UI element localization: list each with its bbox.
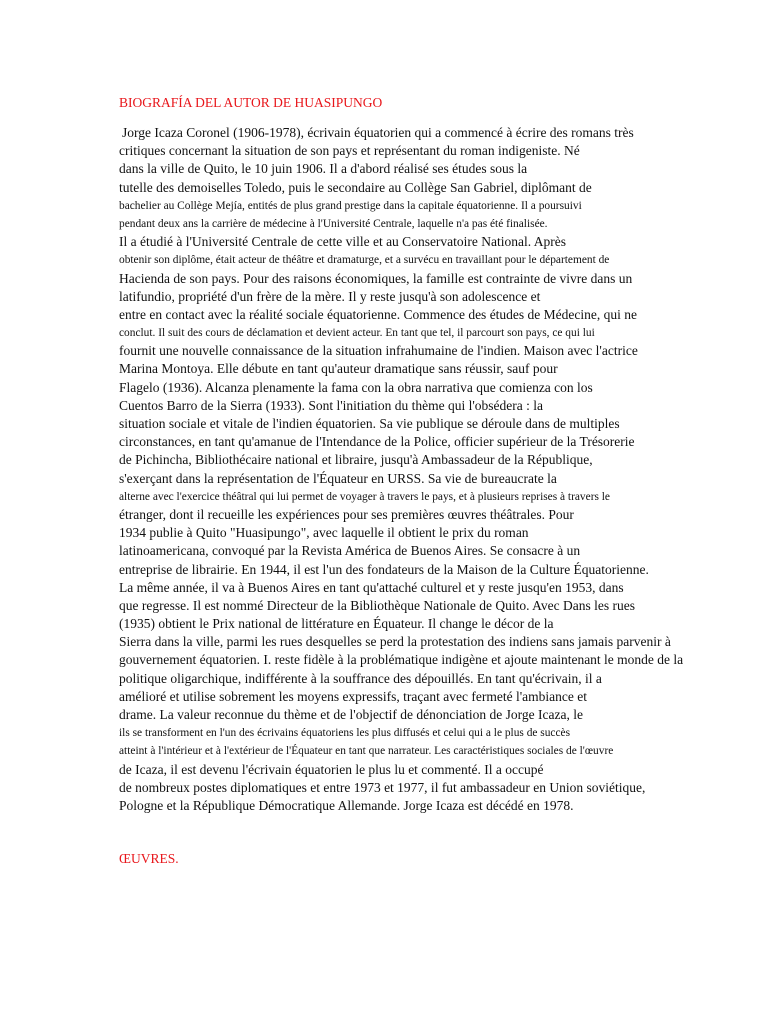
text-line: Cuentos Barro de la Sierra (1933). Sont l'initiation du thème qui l'obsédera : la (119, 397, 544, 413)
text-line: Pologne et la République Démocratique Allemande. Jorge Icaza est décédé en 1978. (119, 797, 574, 813)
text-line: circonstances, en tant qu'amanue de l'Intendance de la Police, officier supérieur de la Trésorerie (119, 434, 635, 450)
text-line: bachelier au Collège Mejía, entités de plus grand prestige dans la capitale équatorienne. Il a poursuivi (119, 199, 582, 212)
text-line: conclut. Il suit des cours de déclamation et devient acteur. En tant que tel, il parcourt son pays, ce qui lui (119, 327, 595, 340)
text-line: La même année, il va à Buenos Aires en tant qu'attaché culturel et y reste jusqu'en 1953, dans (119, 579, 624, 595)
text-line: amélioré et utilise sobrement les moyens expressifs, traçant avec fermeté l'ambiance et (119, 688, 587, 704)
text-line: de Pichincha, Bibliothécaire national et libraire, jusqu'à Ambassadeur de la République, (119, 452, 593, 468)
text-line: politique oligarchique, indifférente à la souffrance des dépouillés. En tant qu'écrivain, il a (119, 670, 602, 686)
text-line: ils se transforment en l'un des écrivains équatoriens les plus diffusés et celui qui a le plus de succès (119, 727, 571, 740)
text-line: gouvernement équatorien. I. reste fidèle à la problématique indigène et ajoute maintenant le monde de la (119, 652, 684, 668)
text-line: entreprise de librairie. En 1944, il est l'un des fondateurs de la Maison de la Culture Équatorienne. (119, 561, 649, 577)
text-line: de nombreux postes diplomatiques et entre 1973 et 1977, il fut ambassadeur en Union soviétique, (119, 779, 646, 795)
works-heading: ŒUVRES. (119, 851, 179, 866)
text-line: que regresse. Il est nommé Directeur de la Bibliothèque Nationale de Quito. Avec Dans les rues (119, 597, 635, 613)
text-line: obtenir son diplôme, était acteur de théâtre et dramaturge, et a survécu en travaillant pour le département de (119, 254, 610, 267)
text-line: drame. La valeur reconnue du thème et de l'objectif de dénonciation de Jorge Icaza, le (119, 707, 583, 722)
text-line: pendant deux ans la carrière de médecine à l'Université Centrale, laquelle n'a pas été finalisée. (119, 217, 548, 230)
text-line: latinoamericana, convoqué par la Revista América de Buenos Aires. Se consacre à un (119, 543, 581, 559)
text-line: situation sociale et vitale de l'indien équatorien. Sa vie publique se déroule dans de multiples (119, 416, 620, 431)
text-line: Hacienda de son pays. Pour des raisons économiques, la famille est contrainte de vivre dans un (119, 270, 633, 286)
text-line: (1935) obtient le Prix national de littérature en Équateur. Il change le décor de la (119, 616, 554, 632)
text-line: étranger, dont il recueille les expériences pour ses premières œuvres théâtrales. Pour (119, 506, 574, 522)
text-line: atteint à l'intérieur et à l'extérieur de l'Équateur en tant que narrateur. Les caractéristiques sociales de l'œuvre (119, 745, 614, 758)
text-line: critiques concernant la situation de son pays et représentant du roman indigeniste. Né (119, 143, 580, 159)
text-line: de Icaza, il est devenu l'écrivain équatorien le plus lu et commenté. Il a occupé (119, 761, 544, 777)
text-line: s'exerçant dans la représentation de l'Équateur en URSS. Sa vie de bureaucrate la (119, 470, 557, 486)
text-line: alterne avec l'exercice théâtral qui lui permet de voyager à travers le pays, et à plusieurs reprises à travers le (119, 490, 610, 503)
text-line: Marina Montoya. Elle débute en tant qu'auteur dramatique sans réussir, sauf pour (119, 361, 558, 377)
text-line: dans la ville de Quito, le 10 juin 1906. Il a d'abord réalisé ses études sous la (119, 161, 528, 177)
text-line: tutelle des demoiselles Toledo, puis le secondaire au Collège San Gabriel, diplômant de (119, 179, 592, 195)
text-line: entre en contact avec la réalité sociale équatorienne. Commence des études de Médecine, qui ne (119, 306, 638, 322)
text-line: Flagelo (1936). Alcanza plenamente la fama con la obra narrativa que comienza con los (119, 379, 593, 395)
text-line: latifundio, propriété d'un frère de la mère. Il y reste jusqu'à son adolescence et (119, 288, 541, 304)
text-line: 1934 publie à Quito "Huasipungo", avec laquelle il obtient le prix du roman (119, 525, 529, 541)
biography-text (119, 124, 719, 815)
biography-heading: BIOGRAFÍA DEL AUTOR DE HUASIPUNGO (119, 95, 383, 110)
text-line: Sierra dans la ville, parmi les rues desquelles se perd la protestation des indiens sans jamais parvenir à (119, 634, 671, 650)
text-line: fournit une nouvelle connaissance de la situation infrahumaine de l'indien. Maison avec l'actrice (119, 343, 638, 359)
text-line: Jorge Icaza Coronel (1906-1978), écrivain équatorien qui a commencé à écrire des romans très (122, 125, 634, 140)
text-line: Il a étudié à l'Université Centrale de cette ville et au Conservatoire National. Après (119, 234, 567, 250)
